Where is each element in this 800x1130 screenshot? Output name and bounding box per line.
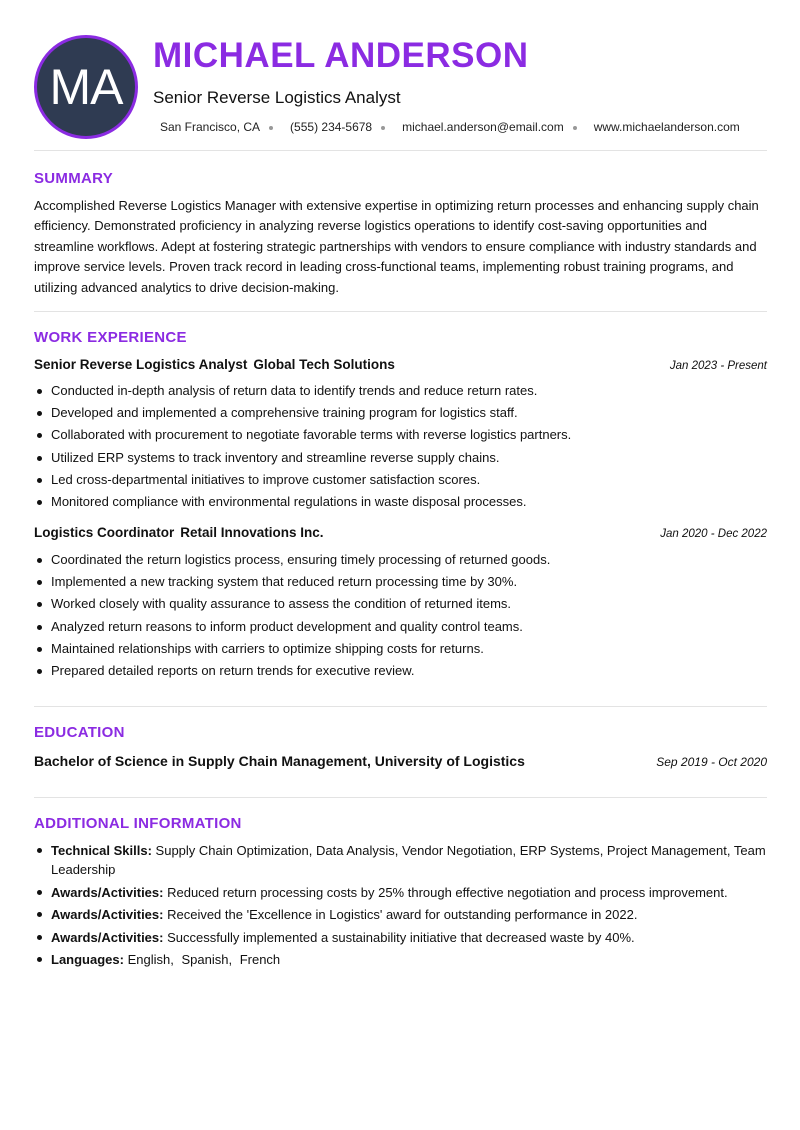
divider <box>34 706 767 707</box>
languages-label: Languages: <box>51 952 124 967</box>
job-company: Global Tech Solutions <box>253 357 395 372</box>
separator-dot-icon <box>269 126 273 130</box>
list-item: Led cross-departmental initiatives to improve customer satisfaction scores. <box>34 470 767 492</box>
job-dates: Jan 2023 - Present <box>669 360 767 372</box>
info-label: Awards/Activities: <box>51 884 164 900</box>
divider <box>34 150 767 151</box>
separator-dot-icon <box>381 126 385 130</box>
list-item <box>34 950 767 969</box>
contact-website[interactable]: www.michaelanderson.com <box>593 120 740 134</box>
avatar <box>34 35 138 139</box>
language-item: English, <box>127 952 174 967</box>
additional-list <box>34 841 767 973</box>
list-item: Monitored compliance with environmental regulations in waste disposal processes. <box>34 492 767 514</box>
info-label: Awards/Activities: <box>51 929 164 945</box>
education-heading: EDUCATION <box>34 724 125 741</box>
list-item: Coordinated the return logistics process, ensuring timely processing of returned goods. <box>34 550 767 572</box>
education-dates: Sep 2019 - Oct 2020 <box>656 755 767 769</box>
list-item: Prepared detailed reports on return trends for executive review. <box>34 661 767 683</box>
education-degree: Bachelor of Science in Supply Chain Management, University of Logistics <box>34 753 525 769</box>
summary-text: Accomplished Reverse Logistics Manager with extensive expertise in optimizing return processes and enhancing supply chain efficiency. Demonstrated proficiency in analyzing reverse logistics operations to identify cost-saving opportunities and streamline workflows. Adept at fostering strategic partnerships with vendors to ensure compliance with industry standards and improve service levels. Proven track record in leading cross-functional teams, implementing robust training programs, and utilizing advanced analytics to drive decision-making. <box>34 198 759 295</box>
candidate-name: MICHAEL ANDERSON <box>153 36 529 75</box>
list-item: Maintained relationships with carriers to optimize shipping costs for returns. <box>34 639 767 661</box>
language-item: Spanish, <box>181 952 233 967</box>
info-text: Supply Chain Optimization, Data Analysis, Vendor Negotiation, ERP Systems, Project Management, Team Leadership <box>51 843 766 877</box>
job-header <box>34 357 767 377</box>
list-item: Worked closely with quality assurance to assess the condition of returned items. <box>34 594 767 616</box>
list-item: Implemented a new tracking system that reduced return processing time by 30%. <box>34 572 767 594</box>
info-text: Successfully implemented a sustainability initiative that decreased waste by 40%. <box>167 929 635 945</box>
info-text: Received the 'Excellence in Logistics' award for outstanding performance in 2022. <box>167 907 638 922</box>
list-item <box>34 928 767 947</box>
divider <box>34 311 767 312</box>
job-company: Retail Innovations Inc. <box>180 525 324 540</box>
avatar-initials: MA <box>49 59 123 115</box>
list-item: Collaborated with procurement to negotiate favorable terms with reverse logistics partners. <box>34 425 767 447</box>
job-dates: Jan 2020 - Dec 2022 <box>660 528 767 540</box>
info-label: Technical Skills: <box>51 843 152 858</box>
additional-heading: ADDITIONAL INFORMATION <box>34 815 242 832</box>
list-item: Conducted in-depth analysis of return data to identify trends and reduce return rates. <box>34 381 767 403</box>
separator-dot-icon <box>573 126 577 130</box>
list-item: Utilized ERP systems to track inventory and streamline reverse supply chains. <box>34 448 767 470</box>
job-bullets <box>34 550 767 683</box>
list-item: Developed and implemented a comprehensive training program for logistics staff. <box>34 403 767 425</box>
info-text: Reduced return processing costs by 25% through effective negotiation and process improvement. <box>167 884 728 900</box>
job-header <box>34 525 767 545</box>
education-entry <box>34 753 767 769</box>
candidate-title: Senior Reverse Logistics Analyst <box>153 88 401 107</box>
job-role: Senior Reverse Logistics Analyst <box>34 357 248 372</box>
list-item <box>34 841 767 879</box>
list-item: Analyzed return reasons to inform product development and quality control teams. <box>34 617 767 639</box>
contact-location: San Francisco, CA <box>160 120 261 134</box>
language-item: French <box>239 952 281 967</box>
contact-phone: (555) 234-5678 <box>290 120 373 134</box>
list-item <box>34 905 767 924</box>
experience-heading: WORK EXPERIENCE <box>34 329 187 346</box>
summary-heading: SUMMARY <box>34 170 114 187</box>
contact-email[interactable]: michael.anderson@email.com <box>402 120 564 134</box>
contact-row <box>160 120 740 134</box>
job-bullets <box>34 381 767 514</box>
info-label: Awards/Activities: <box>51 907 164 922</box>
divider <box>34 797 767 798</box>
list-item <box>34 883 767 902</box>
job-role: Logistics Coordinator <box>34 525 175 540</box>
